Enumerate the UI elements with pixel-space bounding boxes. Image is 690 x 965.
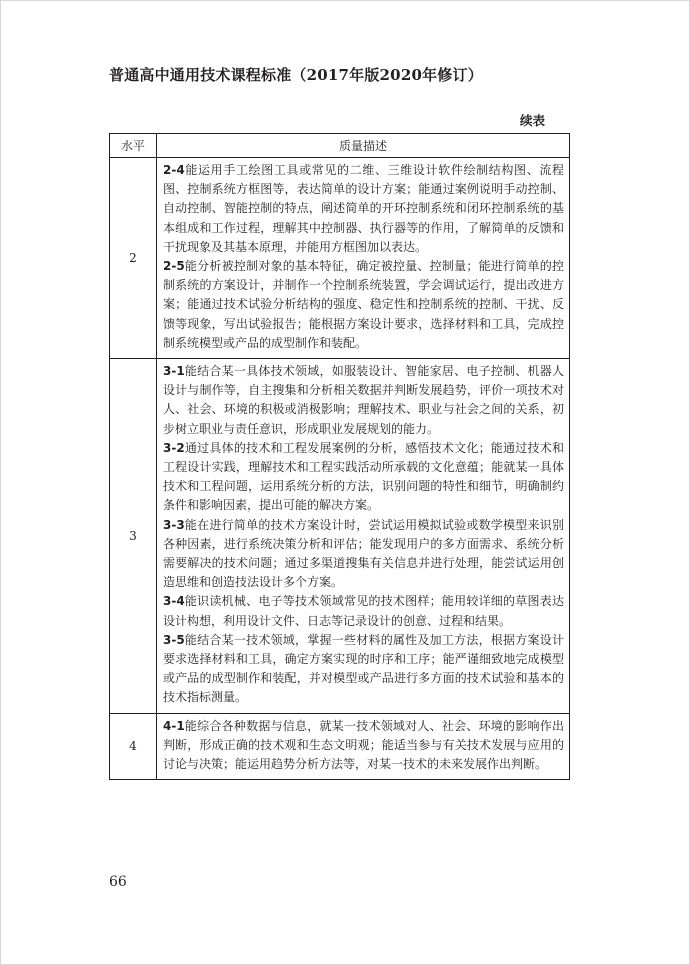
running-header: 普通高中通用技术课程标准（2017年版2020年修订）	[109, 66, 483, 84]
description-cell	[157, 359, 570, 714]
continued-label: 续表	[520, 113, 546, 128]
item-text: 能结合某一具体技术领域，如服装设计、智能家居、电子控制、机器人设计与制作等，自主搜集和分析相关数据并判断发展趋势，评价一项技术对人、社会、环境的积极或消极影响；理解技术、职业与社会之间的关系，初步树立职业与责任意识，形成职业发展规划的能力。	[163, 364, 564, 436]
quality-item	[163, 631, 564, 708]
quality-item	[163, 717, 564, 775]
item-text: 能综合各种数据与信息，就某一技术领域对人、社会、环境的影响作出判断，形成正确的技术观和生态文明观；能适当参与有关技术发展与应用的讨论与决策；能运用趋势分析方法等，对某一技术的未来发展作出判断。	[163, 718, 564, 772]
quality-item	[163, 592, 564, 630]
quality-item	[163, 161, 564, 257]
item-text: 能分析被控制对象的基本特征，确定被控量、控制量；能进行简单的控制系统的方案设计，并制作一个控制系统装置，学会调试运行，提出改进方案；能通过技术试验分析结构的强度、稳定性和控制系统的控制、干扰、反馈等现象，写出试验报告；能根据方案设计要求，选择材料和工具，完成控制系统模型或产品的成型制作和装配。	[163, 259, 564, 350]
item-code: 3-2	[163, 440, 185, 455]
item-code: 2-5	[163, 259, 185, 274]
quality-table	[109, 133, 570, 780]
item-text: 能运用手工绘图工具或常见的二维、三维设计软件绘制结构图、流程图、控制系统方框图等，表达简单的设计方案；能通过案例说明手动控制、自动控制、智能控制的特点，阐述简单的开环控制系统和闭环控制系统的基本组成和工作过程，理解其中控制器、执行器等的作用，了解简单的反馈和干扰现象及其基本原理，并能用方框图加以表达。	[163, 163, 564, 254]
page-number: 66	[109, 874, 127, 890]
item-text: 能结合某一技术领域，掌握一些材料的属性及加工方法，根据方案设计要求选择材料和工具，确定方案实现的时序和工序；能严谨细致地完成模型或产品的成型制作和装配，并对模型或产品进行多方面的技术试验和基本的技术指标测量。	[163, 632, 564, 705]
item-text: 能识读机械、电子等技术领域常见的技术图样；能用较详细的草图表达设计构想，利用设计文件、日志等记录设计的创意、过程和结果。	[163, 594, 564, 628]
description-cell	[157, 713, 570, 780]
quality-item	[163, 516, 564, 593]
item-code: 3-4	[163, 594, 185, 609]
column-header-description: 质量描述	[157, 134, 570, 158]
quality-item	[163, 362, 564, 439]
quality-item	[163, 257, 564, 353]
item-code: 3-3	[163, 517, 185, 532]
level-cell: 4	[110, 713, 157, 780]
table-row-level-4	[110, 713, 570, 780]
column-header-level: 水平	[110, 134, 157, 158]
table-row-level-2	[110, 158, 570, 359]
item-code: 3-5	[163, 632, 185, 647]
item-code: 3-1	[163, 364, 185, 379]
table-row-level-3	[110, 359, 570, 714]
quality-item	[163, 439, 564, 516]
item-code: 2-4	[163, 163, 185, 177]
level-cell: 2	[110, 158, 157, 359]
item-code: 4-1	[163, 718, 185, 733]
item-text: 能在进行简单的技术方案设计时，尝试运用模拟试验或数学模型来识别各种因素，进行系统决策分析和评估；能发现用户的多方面需求、系统分析需要解决的技术问题；通过多渠道搜集有关信息并进行处理，能尝试运用创造思维和创造技法设计多个方案。	[163, 517, 564, 590]
item-text: 通过具体的技术和工程发展案例的分析，感悟技术文化；能通过技术和工程设计实践，理解技术和工程实践活动所承载的文化意蕴；能就某一具体技术和工程问题，运用系统分析的方法，识别问题的特性和细节，明确制约条件和影响因素，提出可能的解决方案。	[163, 440, 564, 513]
level-cell: 3	[110, 359, 157, 714]
table-header-row	[110, 134, 570, 158]
description-cell	[157, 158, 570, 359]
